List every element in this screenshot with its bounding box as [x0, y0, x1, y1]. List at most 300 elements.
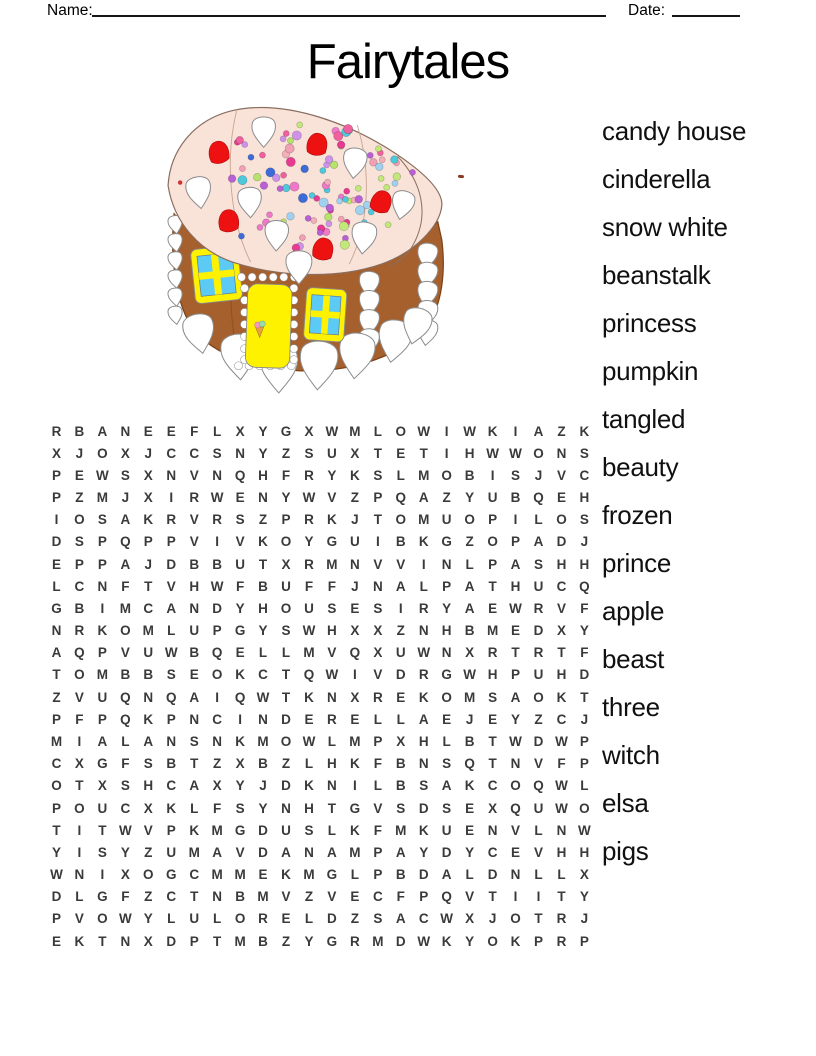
grid-letter: P [488, 556, 498, 572]
grid-letter: N [166, 733, 177, 749]
grid-letter: U [97, 800, 108, 816]
grid-letter: N [349, 556, 360, 572]
grid-letter: A [189, 689, 200, 705]
grid-letter: R [304, 467, 314, 483]
grid-letter: R [556, 933, 567, 949]
grid-letter: T [373, 445, 382, 461]
grid-letter: D [258, 822, 268, 838]
grid-letter: Z [281, 445, 291, 461]
grid-letter: I [513, 889, 518, 905]
grid-letter: R [51, 423, 62, 439]
grid-letter: G [97, 889, 108, 905]
grid-letter: A [510, 689, 521, 705]
grid-letter: K [510, 933, 521, 949]
grid-letter: K [464, 778, 475, 794]
grid-letter: A [143, 733, 154, 749]
grid-letter: O [143, 867, 154, 883]
grid-letter: N [418, 623, 429, 639]
grid-letter: T [534, 911, 543, 927]
grid-letter: Y [579, 623, 589, 639]
grid-letter: O [74, 667, 85, 683]
grid-letter: N [51, 623, 62, 639]
grid-letter: P [166, 711, 176, 727]
grid-letter: Z [144, 889, 153, 905]
word-list-item: frozen [602, 499, 673, 530]
grid-letter: N [418, 756, 429, 772]
grid-letter: N [97, 578, 108, 594]
grid-letter: P [373, 867, 383, 883]
grid-letter: M [188, 844, 200, 860]
grid-letter: B [258, 578, 268, 594]
grid-letter: V [189, 467, 199, 483]
grid-letter: I [238, 711, 242, 727]
grid-letter: R [189, 490, 200, 506]
grid-letter: J [121, 490, 130, 506]
grid-letter: M [326, 556, 338, 572]
grid-letter: K [304, 689, 314, 705]
grid-letter: D [418, 867, 429, 883]
grid-letter: H [464, 445, 475, 461]
grid-letter: E [465, 822, 475, 838]
grid-letter: U [304, 600, 314, 616]
grid-letter: B [120, 667, 131, 683]
grid-letter: X [281, 556, 291, 572]
grid-letter: T [281, 689, 291, 705]
grid-letter: V [373, 667, 383, 683]
grid-letter: W [325, 423, 339, 439]
grid-letter: O [74, 800, 85, 816]
grid-letter: P [442, 578, 452, 594]
grid-letter: X [143, 800, 153, 816]
grid-letter: L [396, 467, 405, 483]
grid-letter: E [74, 467, 84, 483]
grid-letter: T [52, 667, 61, 683]
grid-letter: P [97, 556, 107, 572]
grid-letter: F [304, 578, 314, 594]
grid-letter: B [258, 756, 268, 772]
grid-letter: O [211, 667, 223, 683]
grid-letter: P [97, 711, 107, 727]
grid-letter: Y [511, 711, 521, 727]
grid-letter: L [304, 911, 314, 927]
grid-letter: W [164, 645, 178, 661]
grid-letter: I [77, 822, 82, 838]
grid-letter: E [166, 423, 176, 439]
grid-letter: R [258, 911, 268, 927]
grid-letter: B [395, 778, 406, 794]
grid-letter: N [189, 600, 200, 616]
grid-letter: X [304, 423, 314, 439]
grid-letter: I [421, 556, 426, 572]
grid-letter: E [396, 445, 406, 461]
grid-letter: C [143, 600, 154, 616]
grid-letter: G [234, 623, 246, 639]
grid-letter: Z [75, 490, 84, 506]
grid-letter: Y [235, 600, 245, 616]
grid-letter: S [212, 445, 222, 461]
grid-letter: F [327, 578, 337, 594]
grid-letter: V [511, 822, 521, 838]
grid-letter: V [143, 822, 153, 838]
grid-letter: W [509, 445, 522, 461]
grid-letter: W [509, 733, 522, 749]
grid-letter: M [257, 889, 269, 905]
grid-letter: L [557, 867, 566, 883]
grid-letter: S [419, 778, 429, 794]
grid-letter: X [350, 689, 360, 705]
grid-letter: N [189, 711, 200, 727]
grid-letter: I [77, 844, 82, 860]
grid-letter: M [142, 623, 154, 639]
grid-letter: U [441, 822, 452, 838]
grid-letter: B [464, 733, 475, 749]
word-list-item: beauty [602, 451, 679, 482]
grid-letter: B [189, 645, 200, 661]
grid-letter: Y [465, 490, 475, 506]
grid-letter: E [511, 844, 521, 860]
grid-letter: X [51, 445, 61, 461]
grid-letter: E [189, 667, 199, 683]
grid-letter: L [281, 645, 291, 661]
grid-letter: I [215, 689, 220, 705]
grid-letter: C [579, 467, 590, 483]
grid-letter: O [533, 689, 544, 705]
grid-letter: M [349, 844, 361, 860]
grid-letter: P [51, 711, 61, 727]
grid-letter: K [143, 512, 154, 528]
grid-letter: A [395, 578, 406, 594]
grid-letter: Y [120, 844, 130, 860]
grid-letter: A [395, 911, 406, 927]
grid-letter: K [166, 800, 177, 816]
word-list [602, 107, 812, 875]
grid-letter: U [189, 623, 200, 639]
grid-letter: C [166, 445, 177, 461]
grid-letter: O [74, 512, 85, 528]
grid-letter: Y [465, 844, 475, 860]
grid-letter: N [120, 423, 131, 439]
grid-letter: S [579, 445, 589, 461]
grid-letter: T [511, 645, 520, 661]
grid-letter: M [349, 423, 361, 439]
front-door [245, 283, 292, 368]
grid-letter: H [556, 844, 567, 860]
grid-letter: K [304, 778, 314, 794]
word-list-item: princess [602, 307, 697, 338]
grid-letter: L [442, 733, 451, 749]
grid-letter: F [190, 423, 199, 439]
grid-letter: O [510, 778, 521, 794]
grid-letter: M [464, 689, 476, 705]
grid-letter: U [349, 534, 360, 550]
grid-letter: V [533, 756, 543, 772]
grid-letter: O [280, 534, 292, 550]
grid-letter: K [418, 689, 429, 705]
grid-letter: V [327, 889, 337, 905]
grid-letter: P [511, 534, 521, 550]
grid-letter: G [326, 867, 338, 883]
grid-letter: G [165, 867, 177, 883]
grid-letter: P [579, 756, 589, 772]
grid-letter: H [579, 844, 590, 860]
grid-letter: E [511, 623, 521, 639]
grid-letter: T [190, 889, 199, 905]
grid-letter: D [441, 844, 452, 860]
grid-letter: S [166, 667, 176, 683]
grid-letter: L [213, 423, 222, 439]
grid-letter: N [556, 822, 567, 838]
grid-letter: D [556, 534, 567, 550]
grid-letter: S [120, 778, 130, 794]
word-list-item: tangled [602, 403, 686, 434]
grid-letter: E [51, 556, 61, 572]
grid-letter: O [234, 911, 246, 927]
grid-letter: Q [234, 689, 246, 705]
grid-letter: T [144, 578, 153, 594]
grid-letter: K [556, 689, 567, 705]
grid-letter: R [212, 512, 223, 528]
grid-letter: P [579, 733, 589, 749]
grid-letter: W [302, 490, 316, 506]
grid-letter: T [488, 889, 497, 905]
grid-letter: W [256, 689, 270, 705]
grid-letter: V [327, 490, 337, 506]
grid-letter: V [556, 600, 566, 616]
grid-letter: X [97, 778, 107, 794]
grid-letter: E [396, 689, 406, 705]
grid-letter: Z [350, 490, 359, 506]
grid-letter: X [350, 623, 360, 639]
grid-letter: N [120, 933, 131, 949]
grid-letter: P [373, 490, 383, 506]
grid-letter: D [51, 889, 62, 905]
grid-letter: Y [258, 445, 268, 461]
grid-letter: Z [281, 756, 291, 772]
grid-letter: X [120, 867, 130, 883]
grid-letter: P [488, 512, 498, 528]
grid-letter: R [418, 600, 429, 616]
grid-letter: N [327, 778, 337, 794]
grid-letter: E [51, 933, 61, 949]
grid-letter: I [513, 512, 518, 528]
grid-letter: N [304, 844, 314, 860]
grid-letter: W [118, 822, 132, 838]
grid-letter: S [373, 467, 383, 483]
grid-letter: Y [465, 933, 475, 949]
grid-letter: Y [258, 800, 268, 816]
grid-letter: L [373, 711, 382, 727]
grid-letter: J [534, 467, 543, 483]
grid-letter: D [418, 800, 429, 816]
grid-letter: W [417, 423, 431, 439]
grid-letter: T [488, 733, 497, 749]
grid-letter: I [375, 534, 380, 550]
grid-letter: Y [304, 534, 314, 550]
grid-letter: Y [442, 600, 452, 616]
grid-letter: L [190, 800, 199, 816]
grid-letter: C [189, 445, 200, 461]
grid-letter: O [97, 445, 108, 461]
right-window [303, 287, 347, 342]
grid-letter: A [510, 556, 521, 572]
grid-letter: S [235, 512, 245, 528]
grid-letter: N [441, 556, 452, 572]
grid-letter: J [580, 534, 589, 550]
grid-letter: S [304, 445, 314, 461]
grid-letter: B [189, 556, 200, 572]
grid-letter: H [189, 578, 200, 594]
grid-letter: C [74, 578, 85, 594]
grid-letter: K [349, 822, 360, 838]
grid-letter: X [120, 445, 130, 461]
grid-letter: N [212, 889, 223, 905]
grid-letter: O [280, 733, 292, 749]
grid-letter: T [580, 689, 589, 705]
grid-letter: K [235, 733, 245, 749]
grid-letter: W [440, 911, 454, 927]
grid-letter: O [487, 933, 498, 949]
grid-letter: B [258, 933, 268, 949]
grid-letter: A [97, 423, 108, 439]
grid-letter: W [555, 778, 568, 794]
grid-letter: Y [51, 844, 61, 860]
grid-letter: A [189, 778, 200, 794]
grid-letter: X [212, 778, 222, 794]
grid-letter: I [444, 445, 449, 461]
grid-letter: L [258, 645, 268, 661]
grid-letter: T [258, 556, 268, 572]
word-list-item: snow white [602, 211, 728, 242]
grid-letter: T [213, 933, 222, 949]
word-list-item: elsa [602, 787, 649, 818]
grid-letter: B [395, 756, 406, 772]
grid-letter: S [120, 467, 130, 483]
grid-letter: W [210, 490, 224, 506]
grid-letter: K [235, 667, 245, 683]
grid-letter: A [212, 844, 223, 860]
grid-letter: I [398, 600, 403, 616]
grid-letter: N [556, 445, 567, 461]
word-list-item: beanstalk [602, 259, 711, 290]
grid-letter: M [303, 867, 315, 883]
grid-letter: S [488, 689, 498, 705]
grid-letter: S [74, 534, 84, 550]
grid-letter: E [350, 711, 360, 727]
grid-letter: Z [534, 711, 543, 727]
grid-letter: D [281, 711, 291, 727]
grid-letter: H [556, 556, 567, 572]
grid-letter: V [373, 556, 383, 572]
grid-letter: O [556, 512, 567, 528]
grid-letter: N [166, 467, 177, 483]
grid-letter: H [327, 623, 337, 639]
grid-letter: V [74, 911, 84, 927]
grid-letter: X [373, 623, 383, 639]
grid-letter: N [143, 689, 154, 705]
grid-letter: H [258, 467, 268, 483]
grid-letter: C [372, 889, 383, 905]
grid-letter: U [327, 445, 337, 461]
grid-letter: G [441, 534, 452, 550]
grid-letter: Q [464, 756, 475, 772]
grid-letter: X [143, 933, 153, 949]
date-label: Date: [628, 2, 666, 19]
page-title: Fairytales [306, 35, 510, 89]
grid-letter: E [350, 600, 360, 616]
grid-letter: M [395, 822, 407, 838]
grid-letter: E [235, 490, 245, 506]
grid-letter: X [396, 733, 406, 749]
grid-letter: M [50, 733, 63, 749]
grid-letter: S [143, 756, 153, 772]
grid-letter: P [74, 556, 84, 572]
grid-letter: B [143, 667, 154, 683]
grid-letter: V [373, 800, 383, 816]
grid-letter: V [235, 844, 245, 860]
grid-letter: E [258, 867, 268, 883]
grid-letter: J [580, 911, 589, 927]
grid-letter: F [580, 600, 589, 616]
grid-letter: W [486, 445, 499, 461]
grid-letter: J [580, 711, 589, 727]
grid-letter: P [511, 667, 521, 683]
grid-letter: P [143, 534, 153, 550]
grid-letter: M [372, 933, 384, 949]
grid-letter: W [578, 822, 591, 838]
grid-letter: V [74, 689, 84, 705]
grid-letter: S [97, 844, 107, 860]
grid-letter: I [215, 534, 220, 550]
grid-letter: T [373, 512, 382, 528]
grid-letter: O [280, 600, 292, 616]
grid-letter: P [373, 733, 383, 749]
grid-letter: X [235, 756, 245, 772]
grid-letter: D [395, 667, 406, 683]
grid-letter: Z [557, 423, 566, 439]
grid-letter: L [396, 711, 405, 727]
word-list-item: prince [602, 547, 672, 578]
grid-letter: C [487, 778, 498, 794]
grid-letter: S [511, 467, 521, 483]
grid-letter: C [189, 867, 200, 883]
grid-letter: W [417, 645, 431, 661]
grid-letter: K [143, 711, 154, 727]
grid-letter: D [166, 933, 177, 949]
grid-letter: Y [579, 889, 589, 905]
grid-letter: W [463, 423, 476, 439]
grid-letter: H [487, 667, 498, 683]
grid-letter: T [98, 822, 107, 838]
grid-letter: W [555, 800, 568, 816]
grid-letter: L [52, 578, 61, 594]
grid-letter: V [327, 645, 337, 661]
grid-letter: N [258, 711, 268, 727]
grid-letter: C [212, 711, 223, 727]
grid-letter: E [556, 490, 566, 506]
grid-letter: K [579, 423, 590, 439]
grid-letter: S [442, 800, 452, 816]
grid-letter: C [120, 800, 131, 816]
grid-letter: D [579, 667, 590, 683]
grid-letter: K [189, 822, 200, 838]
grid-letter: N [372, 578, 383, 594]
grid-letter: D [258, 844, 268, 860]
grid-letter: Y [143, 911, 153, 927]
grid-letter: S [396, 800, 406, 816]
grid-letter: D [533, 623, 544, 639]
grid-letter: Q [349, 645, 361, 661]
grid-letter: N [258, 490, 268, 506]
